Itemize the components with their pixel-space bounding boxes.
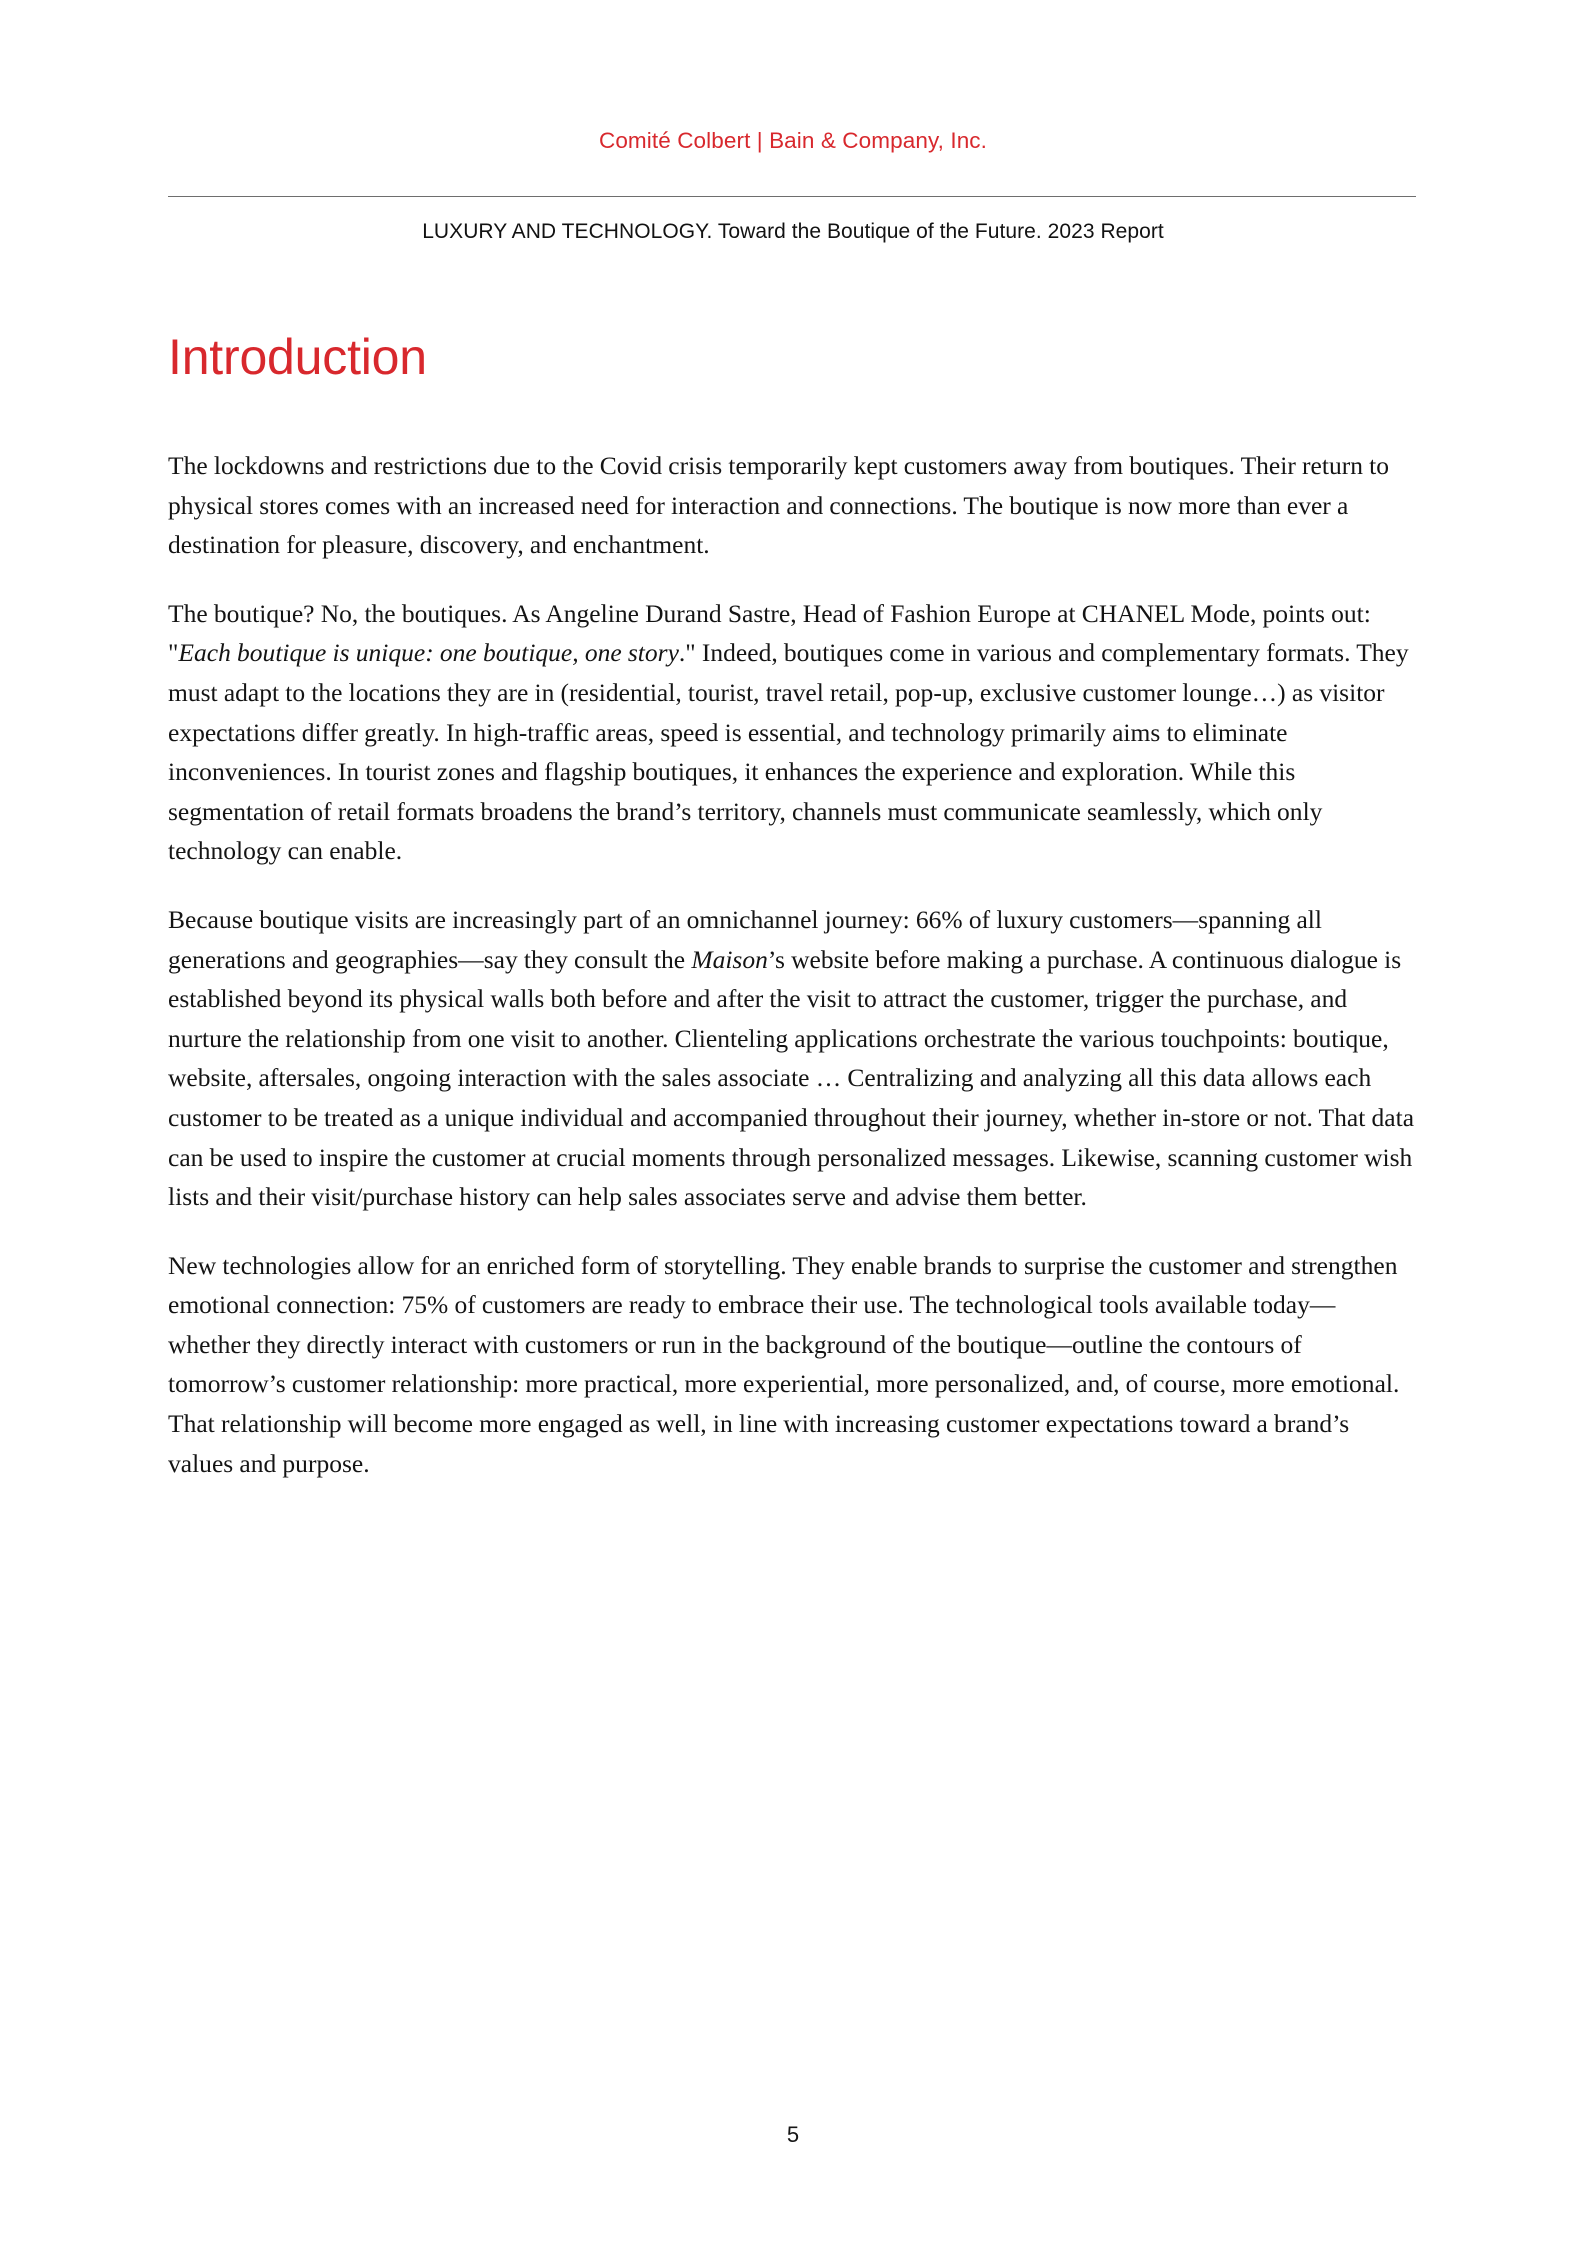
body-text: The lockdowns and restrictions due to the Covid crisis temporarily kept customers away from boutiques. Their return to physical stores comes with an increased need for interaction and connections. The boutique is now more than ever a destination for pleasure, discovery, and enchantment. [168,451,1390,560]
header-divider [168,196,1416,197]
body-column [168,330,1416,1483]
document-subtitle: LUXURY AND TECHNOLOGY. Toward the Boutique of the Future. 2023 Report [422,220,1164,243]
body-text: The boutique? No, the boutiques. As Angeline Durand Sastre, Head of Fashion Europe at CHANEL Mode, points out: " [168,598,1371,668]
body-text: ’s website before making a purchase. A continuous dialogue is established beyond its physical walls both before and after the visit to attract the customer, trigger the purchase, and nurture the relationship from one visit to another. Clienteling applications orchestrate the various touchpoints: boutique, website, aftersales, ongoing interaction with the sales associate … Centralizing and analyzing all this data allows each customer to be treated as a unique individual and accompanied throughout their journey, whether in-store or not. That data can be used to inspire the customer at crucial moments through personalized messages. Likewise, scanning customer wish lists and their visit/purchase history can help sales associates serve and advise them better. [168,944,1415,1212]
paragraph [168,446,1416,565]
page-number: 5 [786,2122,800,2147]
page-title: Introduction [168,329,427,385]
paragraph [168,1246,1416,1484]
running-head-brand: Comité Colbert | Bain & Company, Inc. [598,128,988,153]
emphasis-text: Each boutique is unique: one boutique, one story [178,638,679,668]
body-text: New technologies allow for an enriched form of storytelling. They enable brands to surprise the customer and strengthen emotional connection: 75% of customers are ready to embrace their use. The technological tools available today—whether they directly interact with customers or run in the background of the boutique—outline the contours of tomorrow’s customer relationship: more practical, more experiential, more personalized, and, of course, more emotional. That relationship will become more engaged as well, in line with increasing customer expectations toward a brand’s values and purpose. [168,1250,1400,1478]
body-text: ." Indeed, boutiques come in various and complementary formats. They must adapt to the locations they are in (residential, tourist, travel retail, pop-up, exclusive customer lounge…) as visitor expectations differ greatly. In high-traffic areas, speed is essential, and technology primarily aims to eliminate inconveniences. In tourist zones and flagship boutiques, it enhances the experience and exploration. While this segmentation of retail formats broadens the brand’s territory, channels must communicate seamlessly, which only technology can enable. [168,638,1409,866]
paragraph [168,594,1416,871]
paragraph [168,900,1416,1217]
emphasis-text: Maison [691,944,768,974]
body-text: Because boutique visits are increasingly part of an omnichannel journey: 66% of luxury customers—spanning all generations and geographies—say they consult the [168,904,1322,974]
